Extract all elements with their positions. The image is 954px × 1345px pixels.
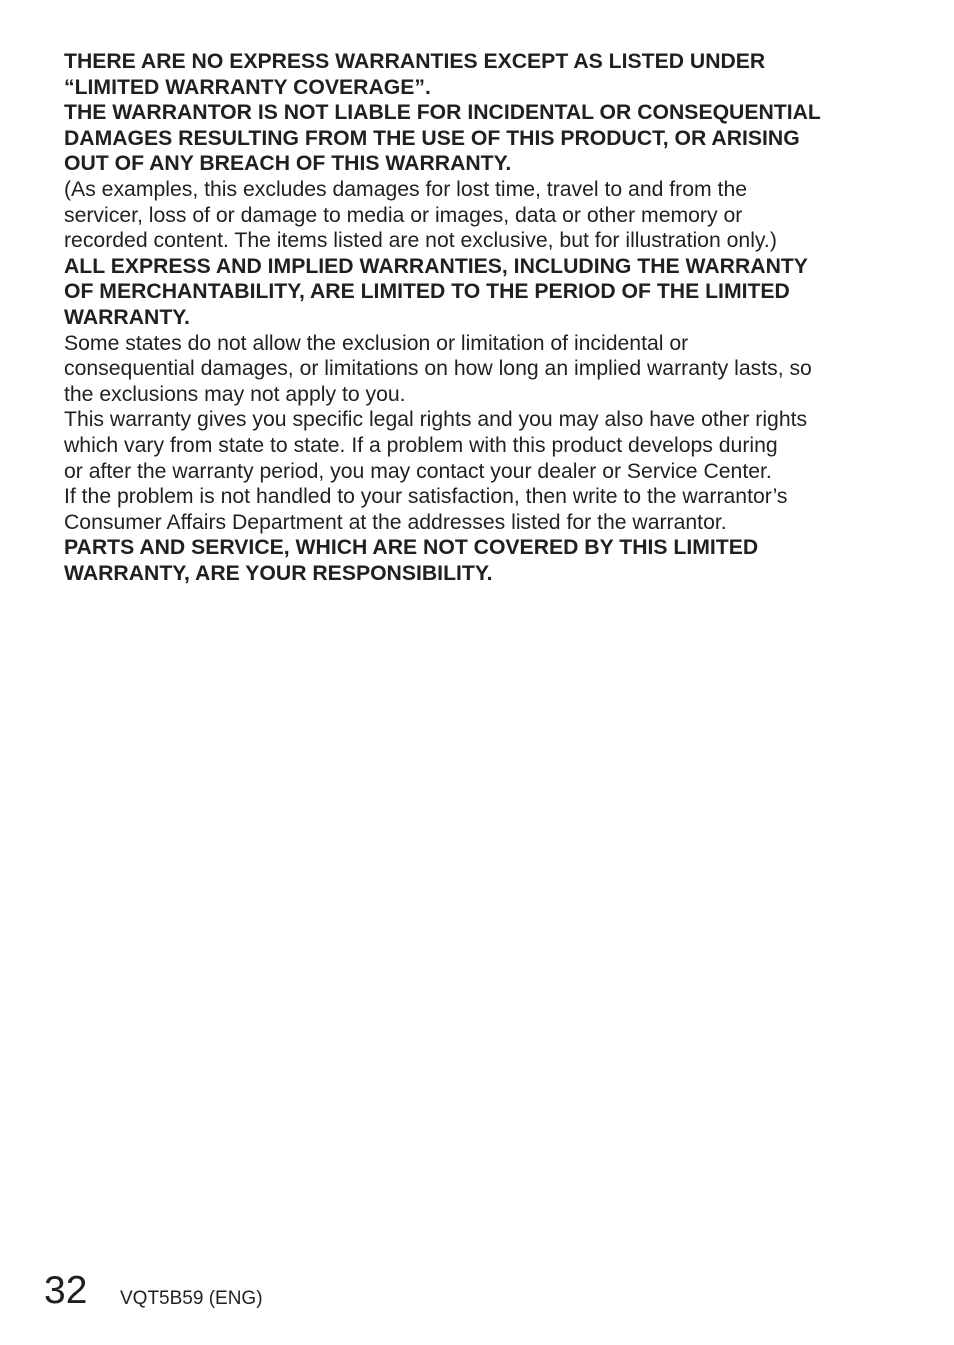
express-warranties-paragraph: THERE ARE NO EXPRESS WARRANTIES EXCEPT AS LISTED UNDER “LIMITED WARRANTY COVERAGE”. <box>64 50 766 99</box>
state-exclusions-paragraph: Some states do not allow the exclusion or limitation of incidental or consequential damages, or limitations on how long an implied warranty lasts, so the exclusions may not apply to you. <box>64 331 812 406</box>
implied-warranties-paragraph: ALL EXPRESS AND IMPLIED WARRANTIES, INCLUDING THE WARRANTY OF MERCHANTABILITY, ARE LIMITED TO THE PERIOD OF THE LIMITED WARRANTY. <box>64 254 808 329</box>
document-code: VQT5B59 (ENG) <box>120 1288 263 1309</box>
responsibility-paragraph: PARTS AND SERVICE, WHICH ARE NOT COVERED BY THIS LIMITED WARRANTY, ARE YOUR RESPONSIBILITY. <box>64 536 759 585</box>
legal-rights-paragraph: This warranty gives you specific legal rights and you may also have other rights which vary from state to state. If a problem with this product develops during or after the warranty period, you may contact your dealer or Service Center. If the problem is not handled to your satisfaction, then write to the warrantor’s Consumer Affairs Department at the addresses listed for the warrantor. <box>64 408 808 534</box>
liability-paragraph: THE WARRANTOR IS NOT LIABLE FOR INCIDENTAL OR CONSEQUENTIAL DAMAGES RESULTING FROM THE USE OF THIS PRODUCT, OR ARISING OUT OF ANY BREACH OF THIS WARRANTY. <box>64 101 821 176</box>
page-number: 32 <box>44 1269 88 1312</box>
warranty-text <box>64 49 884 586</box>
damage-examples-paragraph: (As examples, this excludes damages for lost time, travel to and from the servicer, loss of or damage to media or images, data or other memory or recorded content. The items listed are not exclusive, but for illustration only.) <box>64 177 777 253</box>
